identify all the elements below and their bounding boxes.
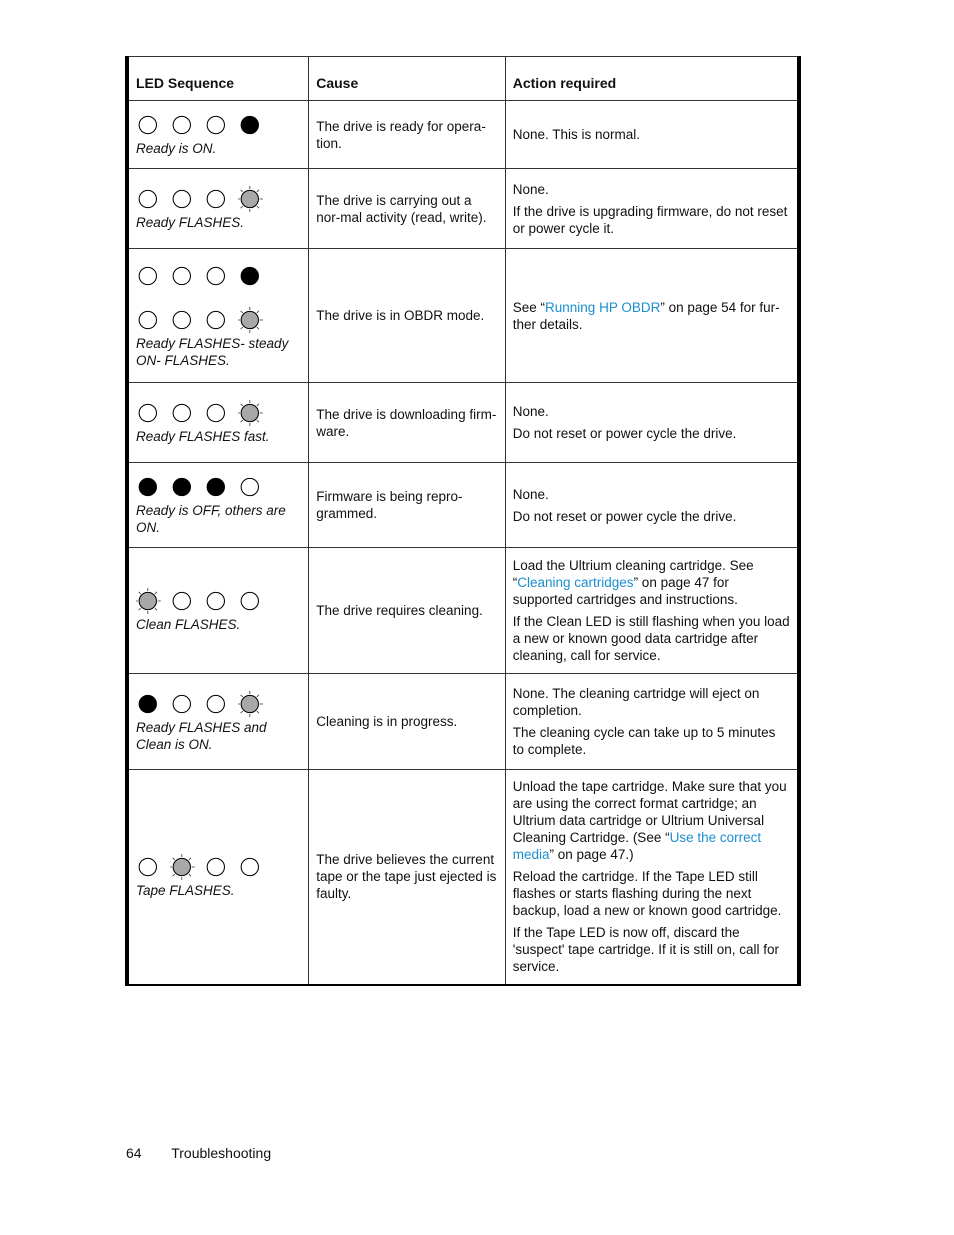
led-caption: Ready is ON. [136, 141, 217, 156]
led-off-icon [204, 691, 238, 717]
led-off-icon [204, 263, 238, 289]
action-text: ” on page 47 for supported cartridges and instructions. [512, 575, 738, 607]
led-off-icon [238, 854, 272, 880]
action-text: Load the Ultrium cleaning cartridge. See “ [512, 558, 754, 590]
action-text: See “ [512, 299, 546, 315]
led-caption: Ready is OFF, others are ON. [136, 503, 286, 535]
led-on-icon [136, 691, 170, 717]
header-led-sequence: LED Sequence [127, 57, 309, 101]
led-caption: Ready FLASHES- steady ON- FLASHES. [136, 335, 289, 368]
led-sequence-cell [127, 383, 309, 463]
led-sequence-cell [127, 249, 309, 383]
action-cell [505, 674, 799, 770]
led-off-icon [204, 186, 238, 212]
led-sequence [136, 691, 301, 717]
action-text: Unload the tape cartridge. Make sure that you are using the correct format cartridge; an Ultrium data cartridge or Ultrium Universal Cleaning Cartridge. (See “ [512, 779, 787, 846]
led-off-icon [170, 400, 204, 426]
led-caption: Ready FLASHES. [136, 215, 245, 230]
action-text: Do not reset or power cycle the drive. [512, 426, 737, 441]
led-off-icon [204, 112, 238, 138]
action-text: ” on page 54 for fur-ther details. [512, 299, 780, 332]
led-sequence [136, 186, 301, 212]
action-cell [505, 169, 799, 249]
action-paragraph [513, 299, 790, 333]
header-cause: Cause [309, 57, 506, 101]
led-on-icon [238, 112, 272, 138]
action-paragraph [513, 685, 790, 719]
led-off-icon [238, 474, 272, 500]
action-cell [505, 770, 799, 985]
action-paragraph [513, 181, 790, 198]
table-row [127, 770, 799, 985]
led-sequence [136, 588, 301, 614]
led-flashing-icon [238, 400, 272, 426]
footer-section-title: Troubleshooting [171, 1145, 272, 1161]
led-sequence [136, 307, 301, 333]
led-sequence [136, 263, 301, 289]
led-off-icon [136, 307, 170, 333]
led-flashing-icon [170, 854, 204, 880]
led-flashing-icon [238, 691, 272, 717]
action-paragraph [513, 403, 790, 420]
action-text: If the drive is upgrading firmware, do not reset or power cycle it. [512, 203, 788, 236]
cause-cell: The drive is ready for opera-tion. [309, 101, 506, 169]
action-text: Do not reset or power cycle the drive. [512, 508, 737, 524]
led-sequence-cell [127, 548, 309, 674]
led-caption: Ready FLASHES fast. [136, 429, 270, 444]
led-off-icon [170, 263, 204, 289]
led-on-icon [136, 474, 170, 500]
led-off-icon [204, 854, 238, 880]
led-caption: Ready FLASHES and Clean is ON. [136, 719, 267, 752]
led-sequence [136, 474, 301, 500]
action-paragraph [513, 508, 790, 525]
header-action-required: Action required [505, 57, 799, 101]
led-caption: Clean FLASHES. [136, 617, 241, 632]
led-off-icon [136, 854, 170, 880]
action-paragraph [513, 486, 790, 503]
action-cell [505, 383, 799, 463]
table-row [127, 548, 799, 674]
led-off-icon [170, 112, 204, 138]
action-paragraph [513, 778, 790, 863]
cause-cell: The drive is carrying out a nor-mal activity (read, write). [309, 169, 506, 249]
action-text: None. [512, 486, 549, 502]
led-off-icon [170, 588, 204, 614]
led-on-icon [170, 474, 204, 500]
table-header-row [127, 57, 799, 101]
led-sequence [136, 854, 301, 880]
table-row [127, 249, 799, 383]
led-off-icon [136, 112, 170, 138]
led-sequence-cell [127, 101, 309, 169]
cause-cell: The drive requires cleaning. [309, 548, 506, 674]
led-on-icon [238, 263, 272, 289]
led-off-icon [136, 263, 170, 289]
action-text: If the Clean LED is still flashing when you load a new or known good data cartridge after cleaning, call for service. [512, 614, 790, 663]
led-off-icon [238, 588, 272, 614]
led-sequence-cell [127, 674, 309, 770]
action-text: None. The cleaning cartridge will eject on completion. [512, 686, 760, 718]
action-text: If the Tape LED is now off, discard the 'suspect' tape cartridge. If it is still on, call for service. [512, 925, 780, 975]
action-text: Reload the cartridge. If the Tape LED still flashes or starts flashing during the next backup, load a new or known good cartridge. [512, 869, 782, 919]
cross-reference-link[interactable]: Cleaning cartridges [517, 575, 634, 590]
led-sequence [136, 400, 301, 426]
page-number: 64 [126, 1145, 142, 1161]
led-off-icon [204, 588, 238, 614]
cause-cell: The drive is downloading firm-ware. [309, 383, 506, 463]
action-text: The cleaning cycle can take up to 5 minutes to complete. [512, 725, 776, 757]
led-sequence-cell [127, 463, 309, 548]
led-flashing-icon [238, 307, 272, 333]
action-text: ” on page 47.) [549, 847, 634, 863]
led-off-icon [136, 186, 170, 212]
action-cell [505, 249, 799, 383]
led-off-icon [170, 186, 204, 212]
table-row [127, 383, 799, 463]
led-flashing-icon [238, 186, 272, 212]
cause-cell: The drive believes the current tape or the tape just ejected is faulty. [309, 770, 506, 985]
action-paragraph [513, 724, 790, 758]
led-sequence-cell [127, 169, 309, 249]
cross-reference-link[interactable]: Use the correct media [512, 830, 762, 863]
action-cell [505, 463, 799, 548]
led-off-icon [136, 400, 170, 426]
table-row [127, 463, 799, 548]
action-paragraph [513, 203, 790, 237]
action-cell [505, 548, 799, 674]
led-on-icon [204, 474, 238, 500]
led-off-icon [170, 307, 204, 333]
action-text: None. [512, 181, 549, 197]
led-off-icon [204, 400, 238, 426]
led-sequence-cell [127, 770, 309, 985]
action-text: None. [512, 404, 549, 419]
cause-cell: The drive is in OBDR mode. [309, 249, 506, 383]
cause-cell: Cleaning is in progress. [309, 674, 506, 770]
table-row [127, 169, 799, 249]
led-sequence [136, 112, 301, 138]
action-paragraph [513, 126, 790, 143]
led-flashing-icon [136, 588, 170, 614]
action-paragraph [513, 425, 790, 442]
action-cell [505, 101, 799, 169]
action-paragraph [513, 924, 790, 975]
table-row [127, 674, 799, 770]
led-off-icon [170, 691, 204, 717]
table-row [127, 101, 799, 169]
action-paragraph [513, 557, 790, 608]
led-caption: Tape FLASHES. [136, 883, 235, 899]
led-off-icon [204, 307, 238, 333]
page-footer [126, 1145, 271, 1161]
cross-reference-link[interactable]: Running HP OBDR [545, 299, 661, 315]
led-table [125, 56, 801, 986]
action-paragraph [513, 613, 790, 664]
action-paragraph [513, 868, 790, 919]
cause-cell: Firmware is being repro-grammed. [309, 463, 506, 548]
action-text: None. This is normal. [512, 127, 641, 142]
